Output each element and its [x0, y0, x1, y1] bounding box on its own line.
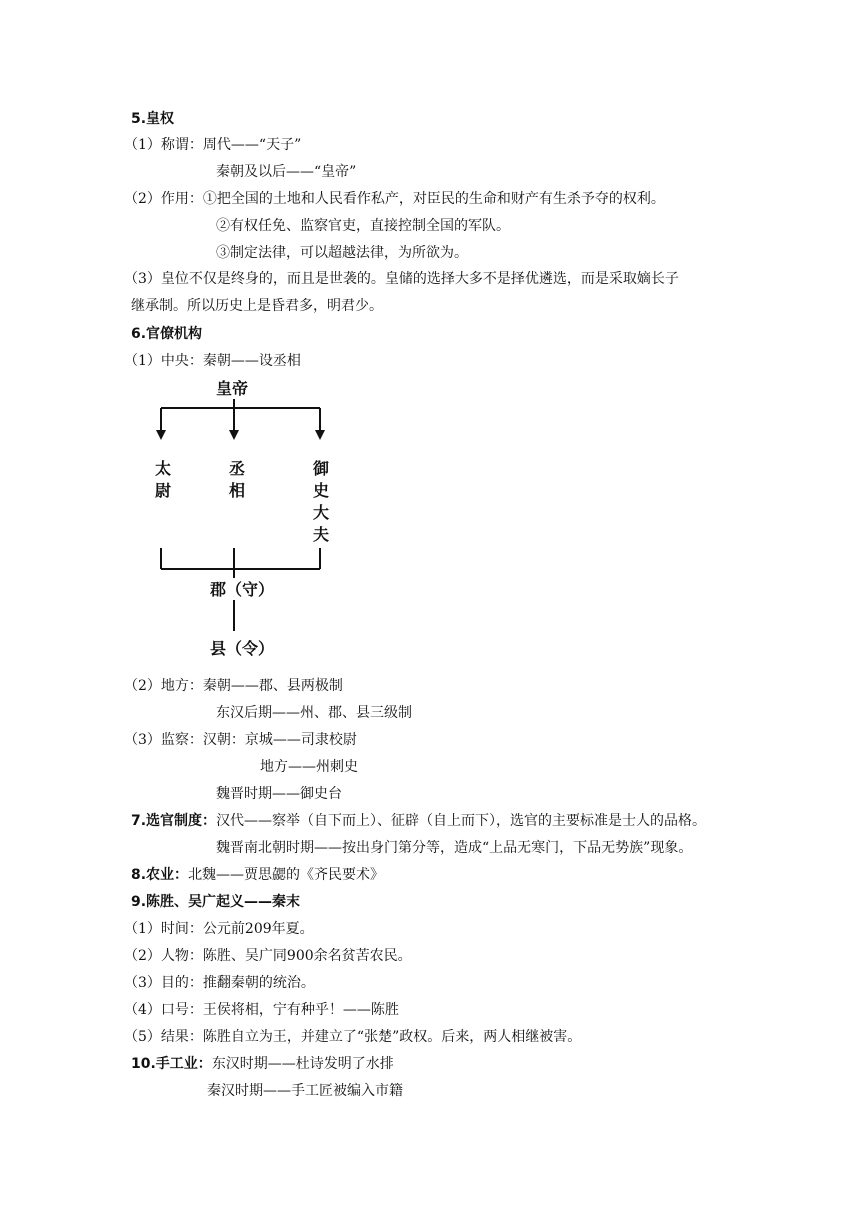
s5-line-4: ②有权任免、监察官吏，直接控制全国的军队。: [216, 218, 510, 234]
s9-line-1: （1）时间：公元前209年夏。: [124, 921, 314, 937]
s9-line-2: （2）人物：陈胜、吴广同900余名贫苦农民。: [124, 948, 412, 964]
node-xian: 县（令）: [210, 639, 275, 658]
section-5-title: 5.皇权: [131, 111, 175, 127]
s5-line-6: （3）皇位不仅是终身的，而且是世袭的。皇储的选择大多不是择优遴选，而是采取嫡长子: [124, 271, 679, 287]
section-9-title: 9.陈胜、吴广起义——秦末: [131, 894, 301, 910]
section-7-title: 7.选官制度：: [131, 813, 217, 829]
s6-line-1: （1）中央：秦朝——设丞相: [124, 353, 301, 369]
s6-line-3: 东汉后期——州、郡、县三级制: [216, 705, 412, 721]
s5-line-2: 秦朝及以后——“皇帝”: [216, 164, 357, 180]
section-10: [131, 1055, 394, 1073]
s6-line-5: 地方——州刺史: [260, 759, 358, 775]
s5-line-7: 继承制。所以历史上是昏君多，明君少。: [131, 298, 383, 314]
s10-line-1: 东汉时期——杜诗发明了水排: [211, 1056, 394, 1072]
section-7: [131, 812, 706, 830]
s8-line-1: 北魏——贾思勰的《齐民要术》: [188, 867, 385, 883]
s7-line-2: 魏晋南北朝时期——按出身门第分等，造成“上品无寒门，下品无势族”现象。: [216, 840, 693, 856]
node-taiwei: 太尉: [154, 459, 171, 500]
node-chengxiang: 丞相: [228, 459, 245, 500]
node-yushi-dafu: 御史大夫: [312, 459, 329, 544]
s5-line-5: ③制定法律，可以超越法律，为所欲为。: [216, 245, 468, 261]
s6-line-4: （3）监察：汉朝：京城——司隶校尉: [124, 732, 357, 748]
s5-line-3: （2）作用：①把全国的土地和人民看作私产，对臣民的生命和财产有生杀予夺的权利。: [124, 191, 665, 207]
s9-line-3: （3）目的：推翻秦朝的统治。: [124, 975, 315, 991]
s9-line-4: （4）口号：王侯将相，宁有种乎！——陈胜: [124, 1002, 399, 1018]
s9-line-5: （5）结果：陈胜自立为王，并建立了“张楚”政权。后来，两人相继被害。: [124, 1029, 582, 1045]
s7-line-1: 汉代——察举（自下而上）、征辟（自上而下），选官的主要标准是士人的品格。: [216, 813, 707, 829]
section-10-title: 10.手工业：: [131, 1056, 212, 1072]
section-8: [131, 866, 384, 884]
arrowheads: [156, 430, 325, 440]
s6-line-6: 魏晋时期——御史台: [216, 786, 342, 802]
node-emperor: 皇帝: [216, 379, 249, 398]
section-8-title: 8.农业：: [131, 867, 189, 883]
s5-line-1: （1）称谓：周代——“天子”: [124, 137, 302, 153]
s10-line-2: 秦汉时期——手工匠被编入市籍: [207, 1083, 403, 1099]
s6-line-2: （2）地方：秦朝——郡、县两极制: [124, 678, 343, 694]
section-6-title: 6.官僚机构: [131, 326, 203, 342]
node-jun: 郡（守）: [210, 580, 275, 599]
